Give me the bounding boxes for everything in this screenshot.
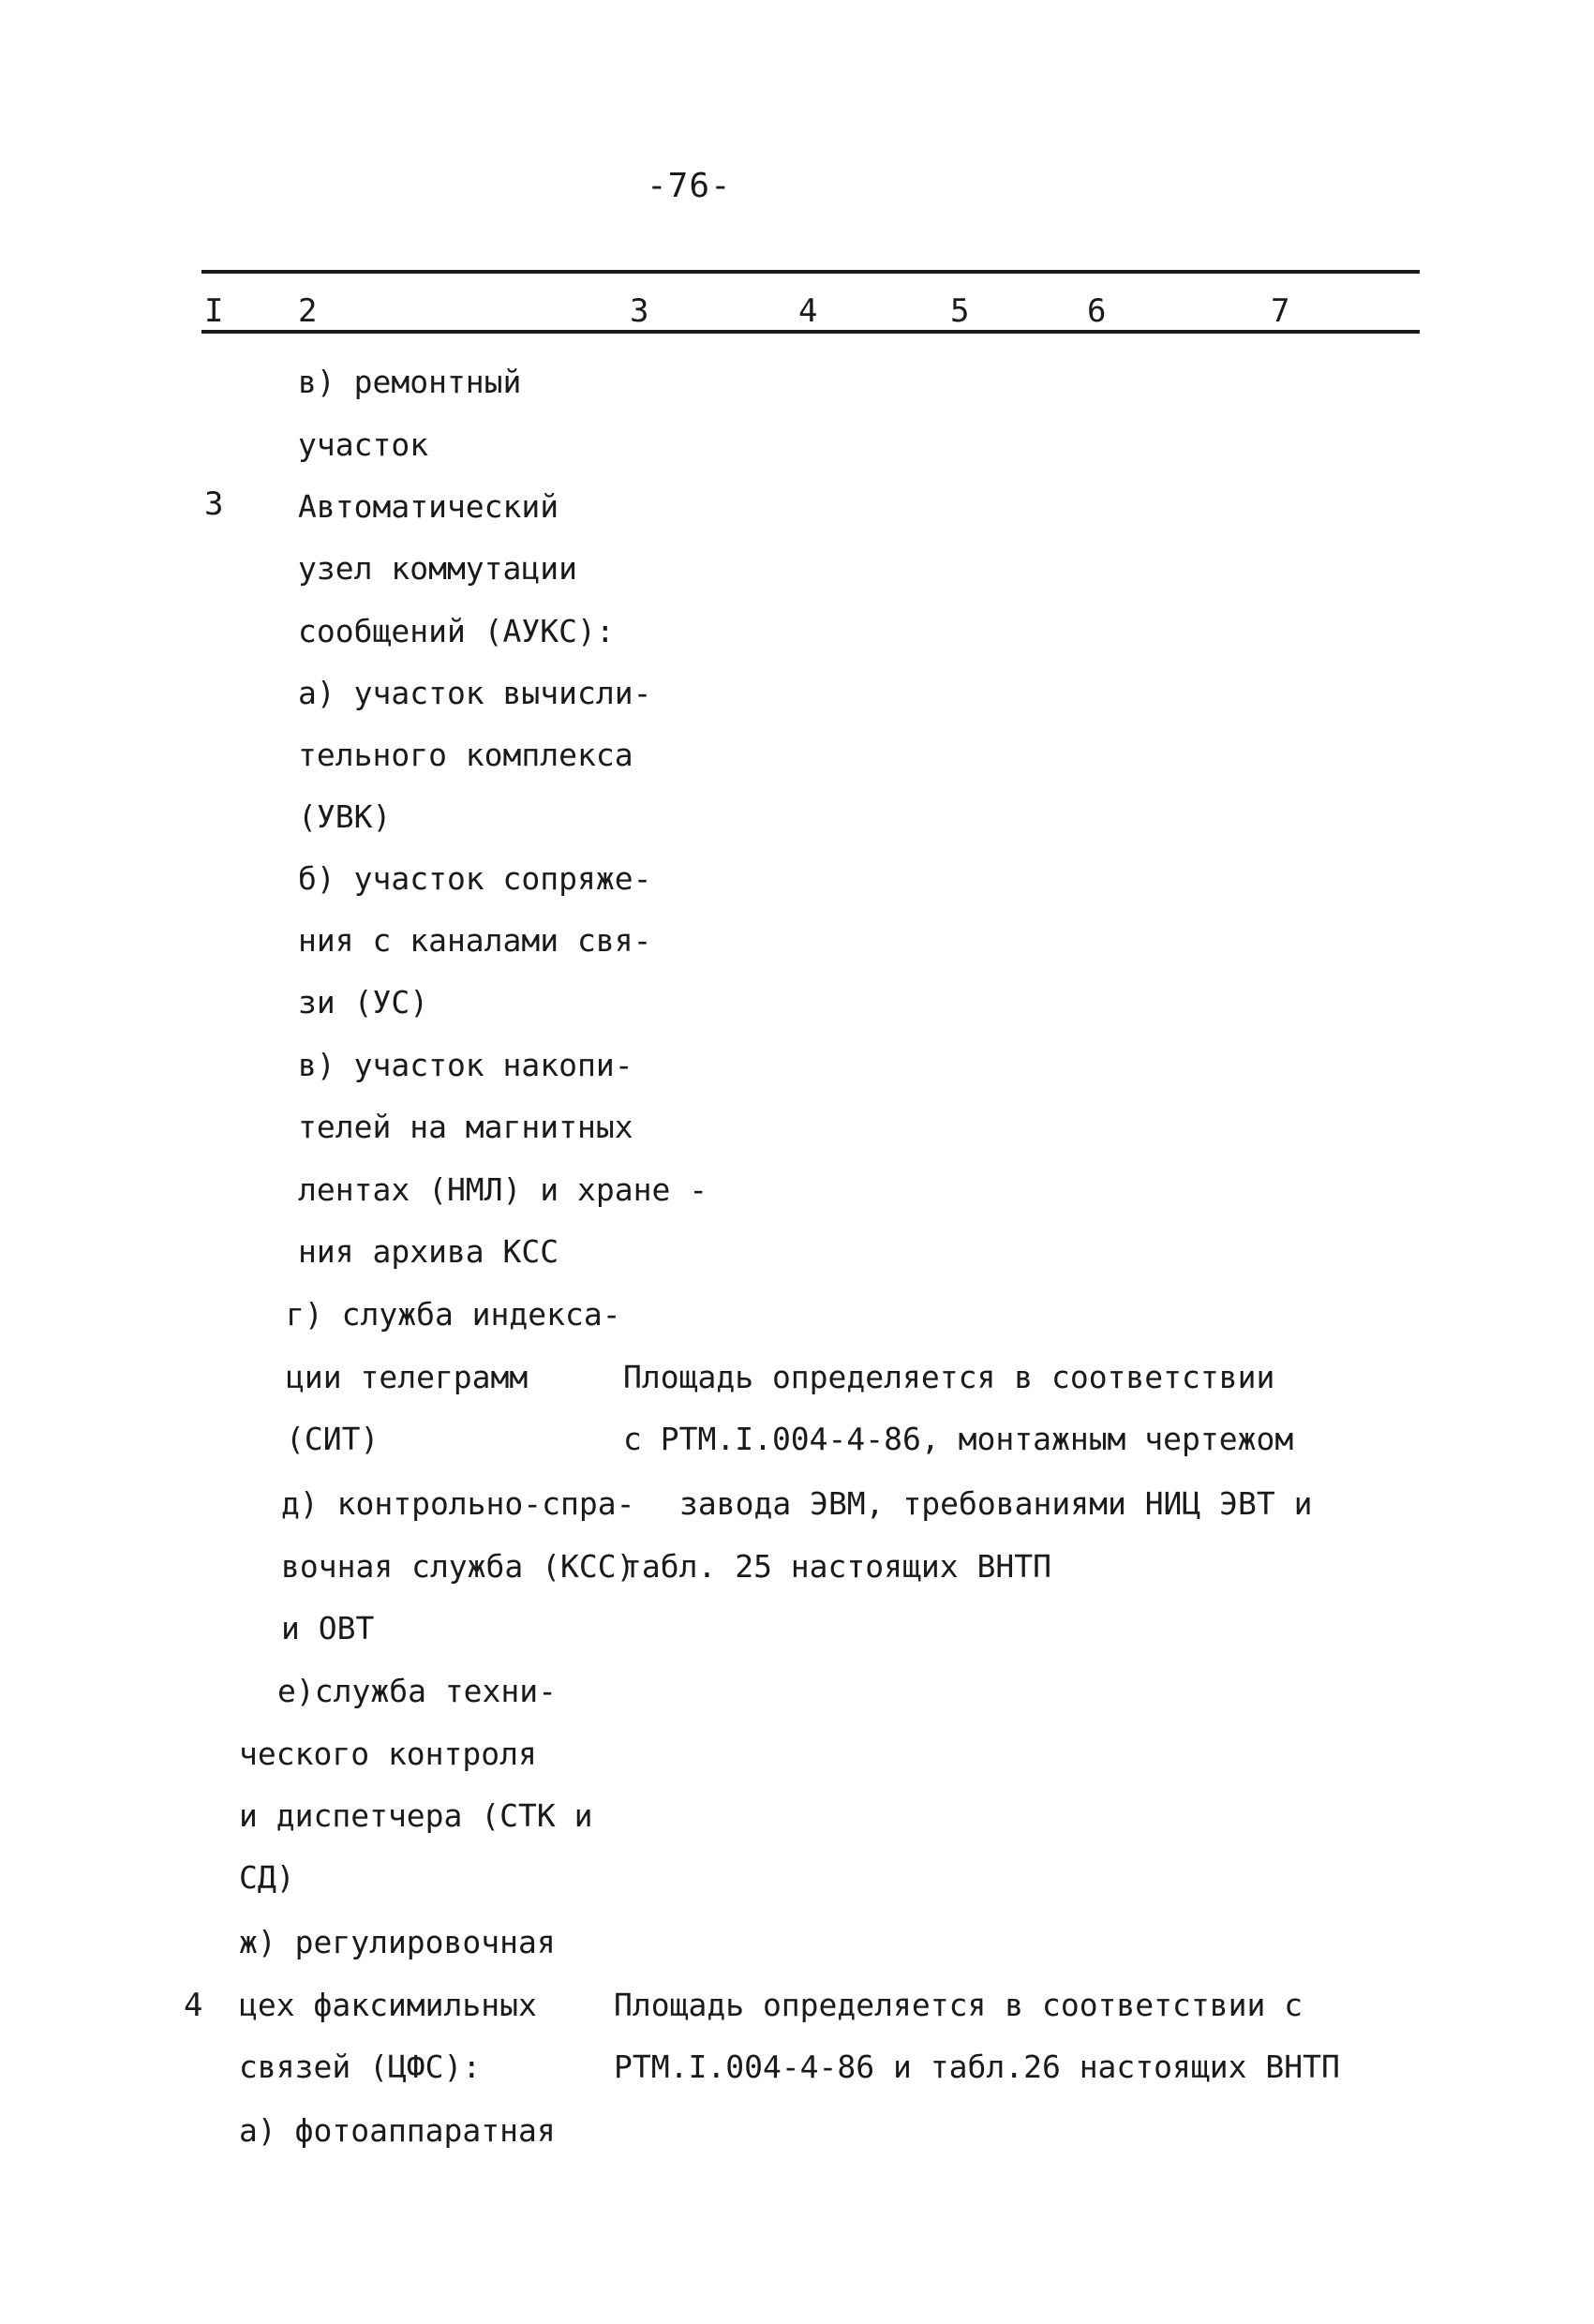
col2-line: а) участок вычисли- — [298, 675, 652, 711]
col2-line: тельного комплекса — [298, 737, 633, 773]
col2-line: ческого контроля — [239, 1736, 537, 1772]
col2-line: зи (УС) — [298, 984, 429, 1020]
note-line: табл. 25 настоящих ВНТП — [623, 1548, 1051, 1585]
page-number: -76- — [647, 167, 732, 205]
col2-line: г) служба индекса- — [286, 1296, 621, 1333]
note-line: с РТМ.I.004-4-86, монтажным чертежом — [623, 1421, 1294, 1457]
column-header-3: 3 — [630, 292, 649, 330]
col2-line: (УВК) — [298, 798, 392, 835]
col2-line: (СИТ) — [286, 1421, 380, 1457]
col2-line: ния архива КСС — [298, 1233, 559, 1270]
note-line: РТМ.I.004-4-86 и табл.26 настоящих ВНТП — [614, 2048, 1340, 2085]
col2-line: д) контрольно-спра- — [281, 1485, 635, 1522]
note-line: Площадь определяется в соответствии с — [614, 1987, 1304, 2023]
col2-line: и диспетчера (СТК и — [239, 1797, 593, 1834]
col2-line: телей на магнитных — [298, 1109, 633, 1145]
col2-line: б) участок сопряже- — [298, 860, 652, 897]
column-header-6: 6 — [1087, 292, 1107, 330]
col2-line: вочная служба (КСС) — [281, 1548, 635, 1585]
col2-line: е)служба техни- — [277, 1673, 558, 1709]
col2-line: и ОВТ — [281, 1610, 375, 1646]
col2-line: в) ремонтный — [298, 364, 522, 400]
col2-line: Автоматический — [298, 488, 559, 525]
note-line: завода ЭВМ, требованиями НИЦ ЭВТ и — [679, 1485, 1313, 1522]
col2-line: узел коммутации — [298, 550, 578, 587]
column-header-1: I — [204, 292, 224, 330]
col2-line: участок — [298, 426, 429, 463]
col2-line: в) участок накопи- — [298, 1047, 633, 1083]
column-header-4: 4 — [798, 292, 818, 330]
col2-line: ции телеграмм — [286, 1359, 529, 1395]
col2-line: ния с каналами свя- — [298, 922, 652, 959]
column-header-5: 5 — [950, 292, 970, 330]
col2-line: цех факсимильных — [239, 1987, 537, 2023]
row-number: 3 — [204, 485, 224, 523]
col2-line: связей (ЦФС): — [239, 2048, 482, 2085]
table-header-rule — [201, 330, 1420, 334]
col2-line: лентах (НМЛ) и хране - — [298, 1171, 708, 1208]
column-header-2: 2 — [298, 292, 318, 330]
row-number: 4 — [184, 1987, 203, 2024]
col2-line: сообщений (АУКС): — [298, 613, 615, 649]
table-top-rule — [201, 270, 1420, 274]
col2-line: а) фотоаппаратная — [239, 2112, 556, 2149]
col2-line: СД) — [239, 1859, 295, 1896]
col2-line: ж) регулировочная — [239, 1924, 556, 1960]
note-line: Площадь определяется в соответствии — [623, 1359, 1275, 1395]
column-header-7: 7 — [1271, 292, 1290, 330]
